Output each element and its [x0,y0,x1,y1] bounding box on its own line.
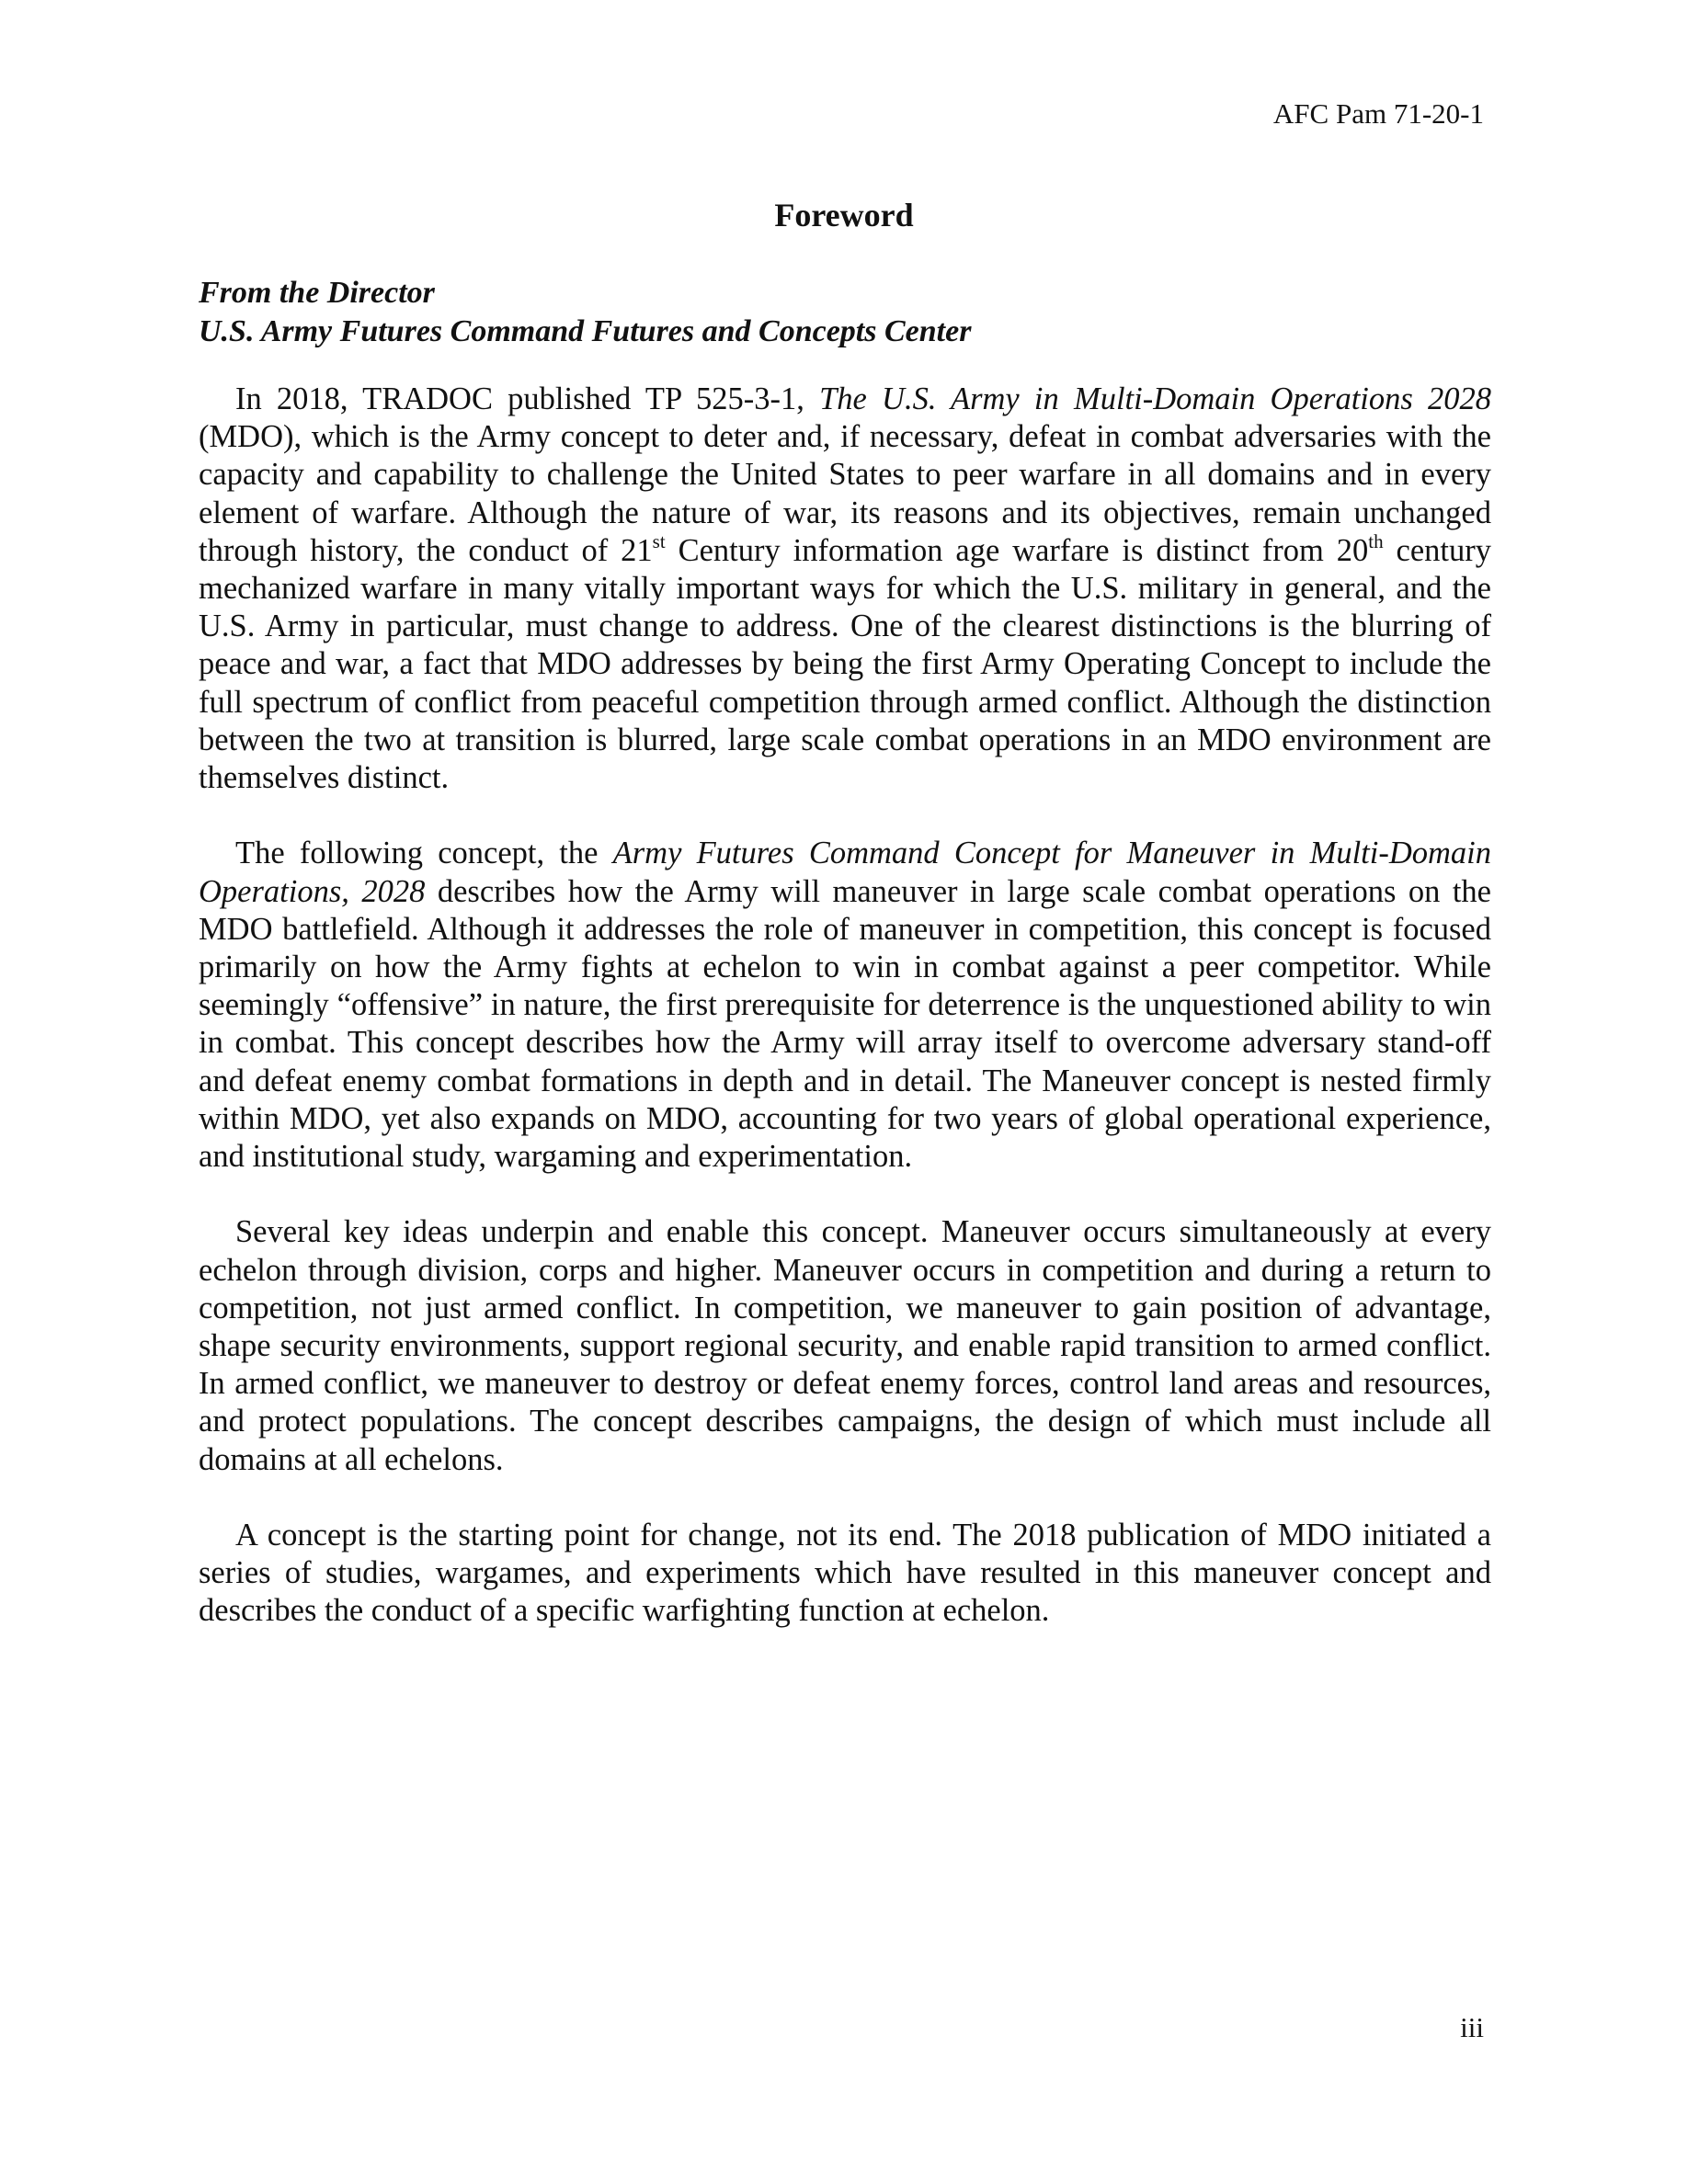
paragraph-1-text-a: In 2018, TRADOC published TP 525-3-1, [235,381,820,416]
from-block [199,274,971,351]
paragraph-4: A concept is the starting point for change, not its end. The 2018 publication of MDO initiated a series of studies, wargames, and experiments which have resulted in this maneuver concept and describes the conduct of a specific warfighting function at echelon. [199,1518,1491,1629]
paragraph-3: Several key ideas underpin and enable this concept. Maneuver occurs simultaneously at every echelon through division, corps and higher. Maneuver occurs in competition and during a return to competition, not just armed conflict. In competition, we maneuver to gain position of advantage, shape security environments, support regional security, and enable rapid transition to armed conflict. In armed conflict, we maneuver to destroy or defeat enemy forces, control land areas and resources, and protect populations. The concept describes campaigns, the design of which must include all domains at all echelons. [199,1214,1491,1477]
paragraph-2-text-a: The following concept, the [235,836,613,871]
from-line-organization: U.S. Army Futures Command Futures and Concepts Center [199,314,972,348]
concept-title: Army Futures Command Concept for Maneuver in Multi-Domain Operations, 2028 [199,836,1491,909]
paragraph-2 [199,835,1491,1176]
paragraph-1-text-d: century mechanized warfare in many vitally important ways for which the U.S. military in general, and the U.S. Army in particular, must change to address. One of the clearest distinctions is the blurring of peace and war, a fact that MDO addresses by being the first Army Operating Concept to include the full spectrum of conflict from peaceful competition through armed conflict. Although the distinction between the two at transition is blurred, large scale combat operations in an MDO environment are themselves distinct. [199,532,1491,796]
from-line-director: From the Director [199,276,435,310]
page-number: iii [1460,2011,1484,2043]
paragraph-2-text-b: describes how the Army will maneuver in large scale combat operations on the MDO battlefield. Although it addresses the role of maneuver in competition, this concept is focused primarily on how the Army fights at echelon to win in combat against a peer competitor. While seemingly “offensive” in nature, the first prerequisite for deterrence is the unquestioned ability to win in combat. This concept describes how the Army will array itself to overcome adversary stand-off and defeat enemy combat formations in depth and in detail. The Maneuver concept is nested firmly within MDO, yet also expands on MDO, accounting for two years of global operational experience, and institutional study, wargaming and experimentation. [199,873,1491,1175]
paragraph-1-text-b: (MDO), which is the Army concept to deter and, if necessary, defeat in combat adversaries with the capacity and capability to challenge the United States to peer warfare in all domains and in every element of warfare. Although the nature of war, its reasons and its objectives, remain unchanged through history, the conduct of 21 [199,419,1491,568]
paragraph-1 [199,381,1491,797]
paragraph-1-text-c: Century information age warfare is distinct from 20 [665,532,1369,568]
body-text [199,381,1491,1668]
page-title: Foreword [774,197,914,233]
ordinal-suffix-th: th [1368,529,1384,552]
publication-title: The U.S. Army in Multi-Domain Operations 2028 [819,381,1491,416]
document-code: AFC Pam 71-20-1 [1272,97,1484,130]
ordinal-suffix-st: st [652,529,666,552]
